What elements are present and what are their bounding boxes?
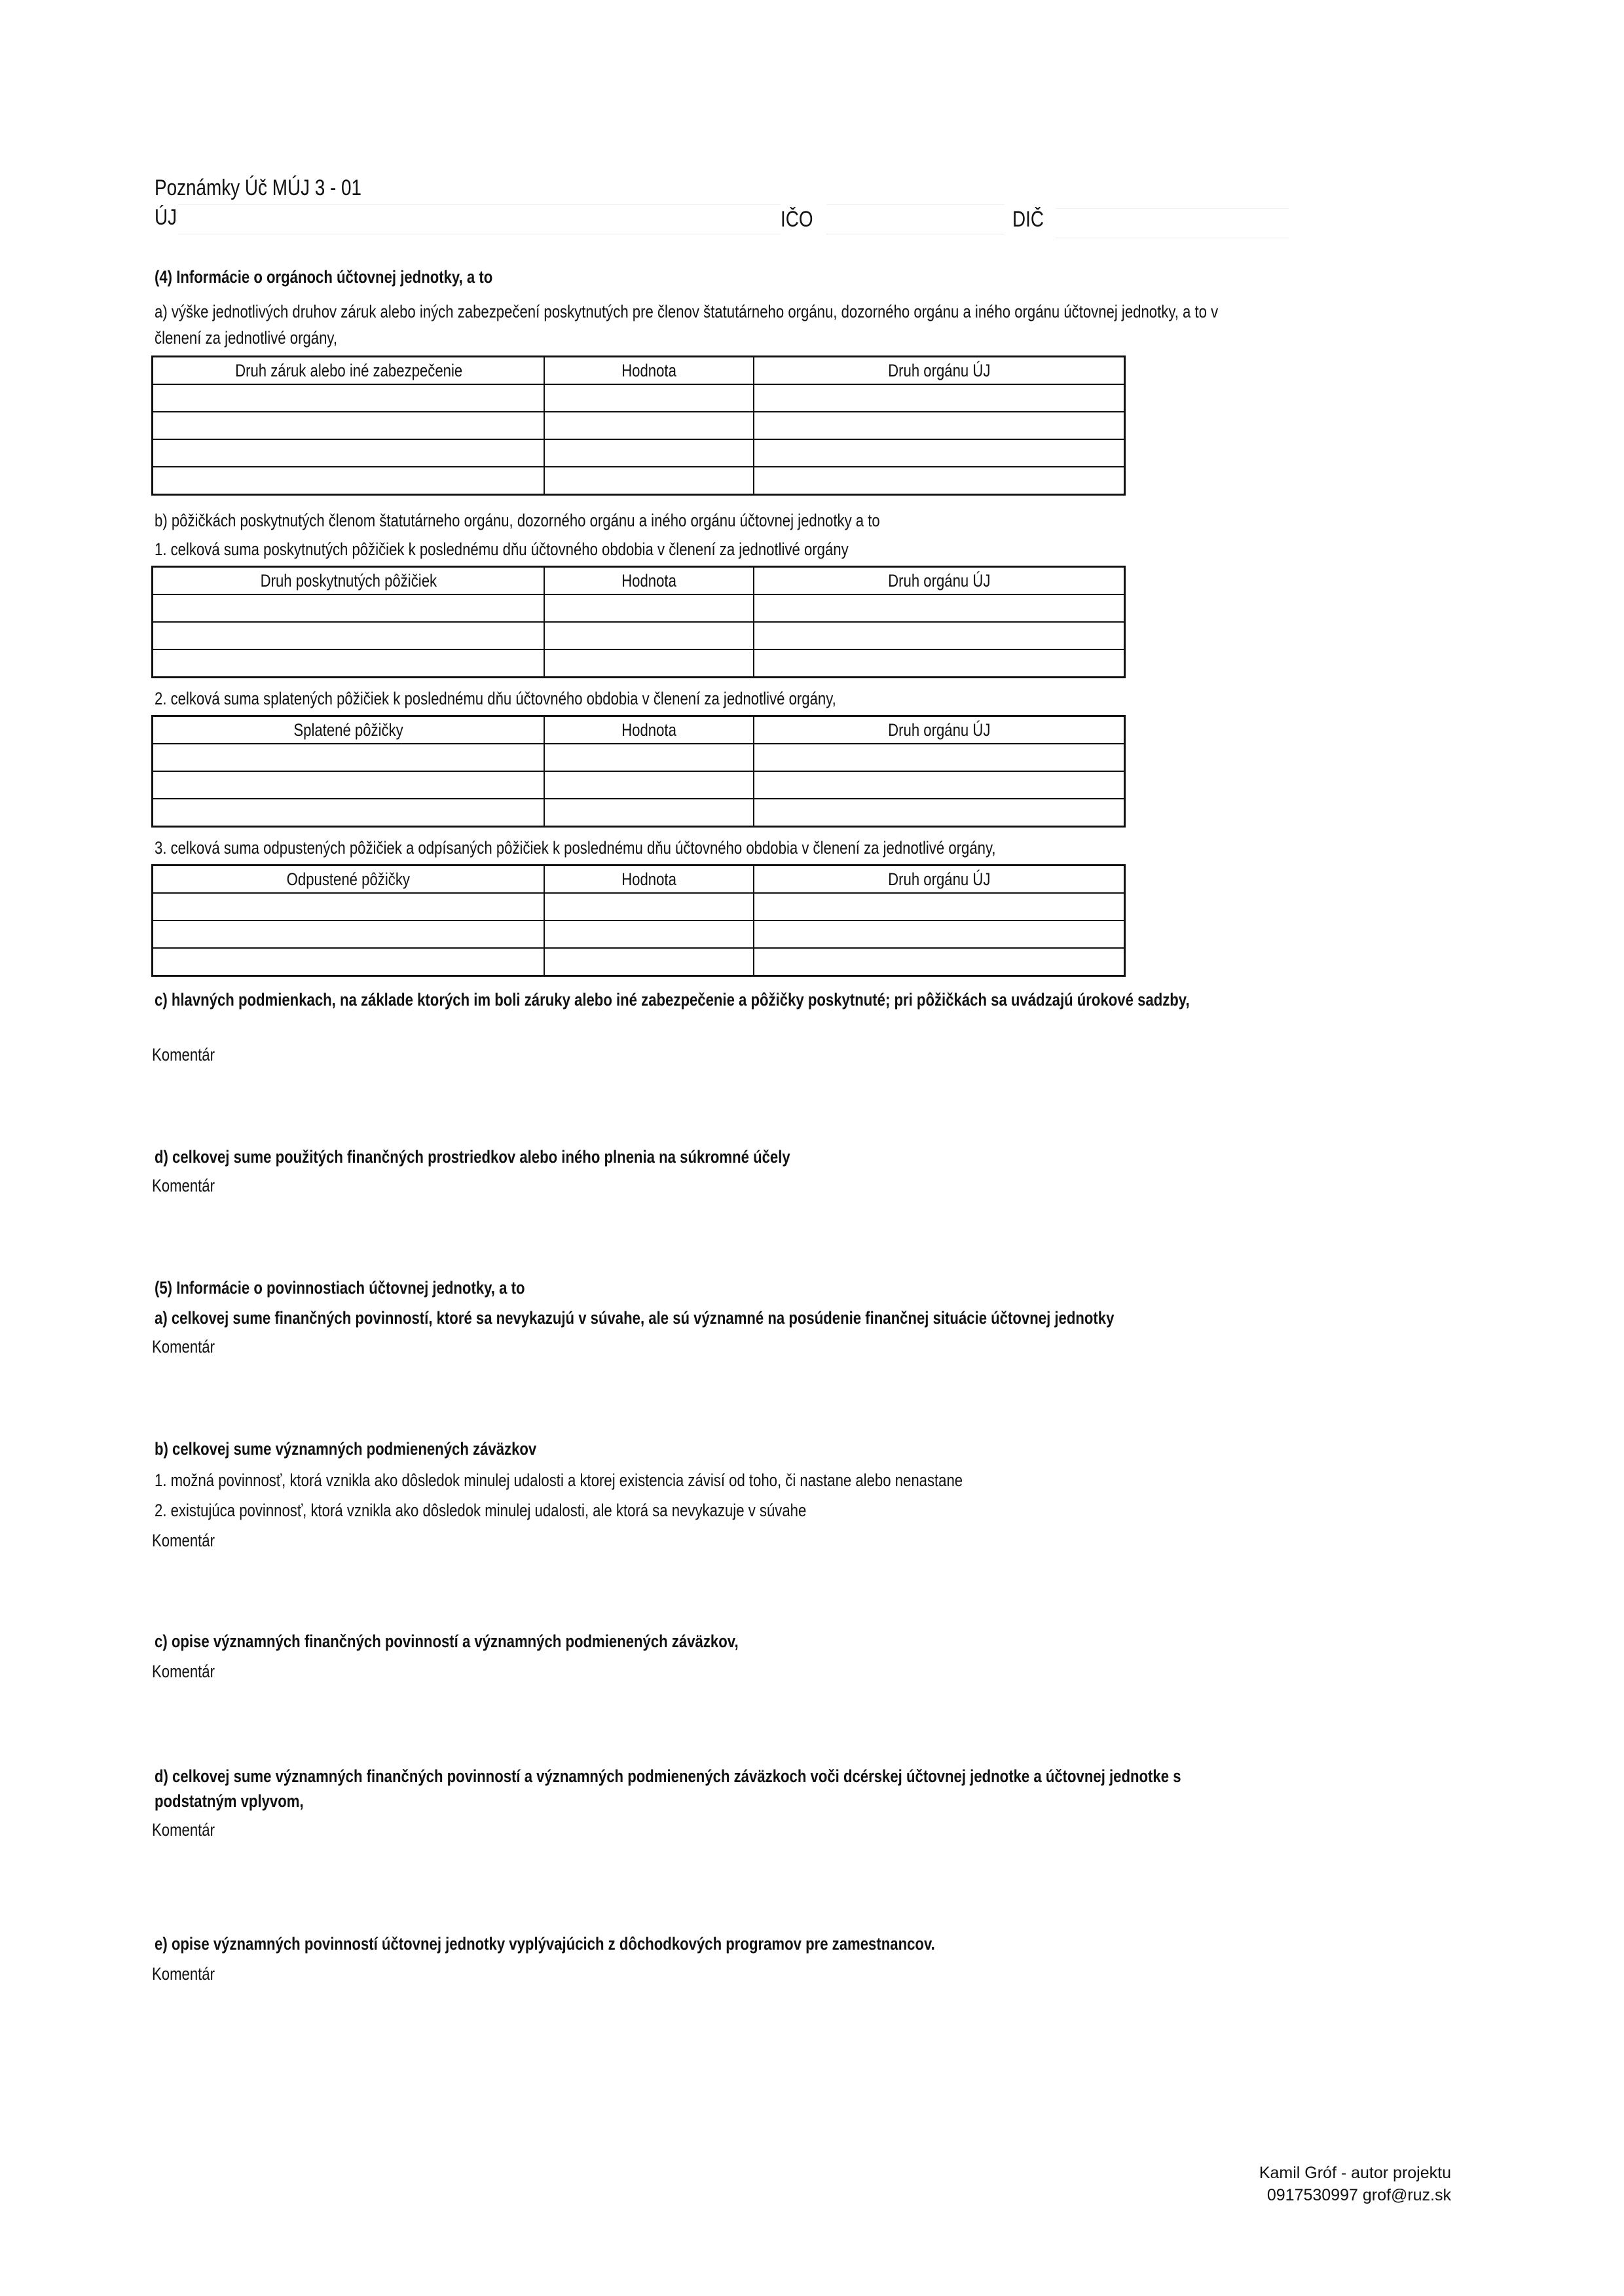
table-row[interactable] <box>153 439 1125 467</box>
table-header-row <box>153 866 1125 894</box>
ico-field[interactable] <box>826 204 1005 234</box>
table-header-row <box>153 357 1125 385</box>
table-cell[interactable] <box>754 622 1125 649</box>
table-cell[interactable] <box>153 948 545 976</box>
section-4-b3-text: 3. celková suma odpustených pôžičiek a odpísaných pôžičiek k poslednému dňu účtovného obdobia v členení za jednotlivé orgány, <box>155 838 996 858</box>
table-row[interactable] <box>153 948 1125 976</box>
table-forgiven-loans <box>151 864 1126 977</box>
dic-label: DIČ <box>1012 207 1044 232</box>
comment-label: Komentár <box>152 1964 215 1984</box>
table-row[interactable] <box>153 594 1125 622</box>
comment-label: Komentár <box>152 1531 215 1550</box>
table-provided-loans <box>151 566 1126 678</box>
table-row[interactable] <box>153 649 1125 678</box>
table-row[interactable] <box>153 384 1125 412</box>
table-cell[interactable] <box>153 439 545 467</box>
section-4-c-text: c) hlavných podmienkach, na základe ktorých im boli záruky alebo iné zabezpečenie a pôžičky poskytnuté; pri pôžičkách sa uvádzajú úrokové sadzby, <box>155 990 1190 1010</box>
header-cell: Hodnota <box>544 866 753 894</box>
uj-field[interactable] <box>178 204 781 234</box>
table-cell[interactable] <box>153 622 545 649</box>
section-5-e-text: e) opise významných povinností účtovnej jednotky vyplývajúcich z dôchodkových programov pre zamestnancov. <box>155 1934 935 1954</box>
dic-field[interactable] <box>1056 208 1289 238</box>
table-cell[interactable] <box>754 920 1125 948</box>
table-cell[interactable] <box>153 799 545 827</box>
table-cell[interactable] <box>544 893 753 920</box>
table-cell[interactable] <box>544 622 753 649</box>
comment-label: Komentár <box>152 1176 215 1195</box>
table-row[interactable] <box>153 467 1125 495</box>
header-cell: Druh orgánu ÚJ <box>754 866 1125 894</box>
table-cell[interactable] <box>153 649 545 678</box>
table-row[interactable] <box>153 920 1125 948</box>
header-cell: Odpustené pôžičky <box>153 866 545 894</box>
table-cell[interactable] <box>544 467 753 495</box>
table-cell[interactable] <box>544 439 753 467</box>
table-cell[interactable] <box>754 594 1125 622</box>
table-cell[interactable] <box>544 920 753 948</box>
table-cell[interactable] <box>544 744 753 771</box>
comment-label: Komentár <box>152 1045 215 1065</box>
header-cell: Hodnota <box>544 716 753 744</box>
page-title: Poznámky Úč MÚJ 3 - 01 <box>155 175 362 200</box>
table-cell[interactable] <box>544 771 753 799</box>
uj-label: ÚJ <box>155 205 177 230</box>
section-5-title: (5) Informácie o povinnostiach účtovnej jednotky, a to <box>155 1278 525 1298</box>
table-cell[interactable] <box>153 744 545 771</box>
table-cell[interactable] <box>754 384 1125 412</box>
table-row[interactable] <box>153 622 1125 649</box>
section-5-c-text: c) opise významných finančných povinností a významných podmienených záväzkov, <box>155 1631 739 1651</box>
table-cell[interactable] <box>544 412 753 439</box>
table-cell[interactable] <box>153 920 545 948</box>
section-5-a-text: a) celkovej sume finančných povinností, ktoré sa nevykazujú v súvahe, ale sú významné na posúdenie finančnej situácie účtovnej jednotky <box>155 1308 1115 1328</box>
table-cell[interactable] <box>754 439 1125 467</box>
header-cell: Druh orgánu ÚJ <box>754 567 1125 595</box>
section-4-title: (4) Informácie o orgánoch účtovnej jednotky, a to <box>155 267 493 287</box>
header-cell: Hodnota <box>544 357 753 385</box>
table-row[interactable] <box>153 893 1125 920</box>
table-cell[interactable] <box>754 412 1125 439</box>
table-cell[interactable] <box>754 893 1125 920</box>
footer-author: Kamil Gróf - autor projektu <box>1259 2164 1451 2182</box>
footer-contact: 0917530997 grof@ruz.sk <box>1266 2186 1451 2204</box>
section-4-b1-text: 1. celková suma poskytnutých pôžičiek k poslednému dňu účtovného obdobia v členení za jednotlivé orgány <box>155 539 849 559</box>
table-cell[interactable] <box>544 384 753 412</box>
table-cell[interactable] <box>153 384 545 412</box>
table-cell[interactable] <box>754 744 1125 771</box>
table-cell[interactable] <box>754 649 1125 678</box>
table-cell[interactable] <box>153 771 545 799</box>
section-4-d-text: d) celkovej sume použitých finančných prostriedkov alebo iného plnenia na súkromné účely <box>155 1147 790 1167</box>
header-cell: Druh orgánu ÚJ <box>754 357 1125 385</box>
section-4-b-text: b) pôžičkách poskytnutých členom štatutárneho orgánu, dozorného orgánu a iného orgánu účtovnej jednotky a to <box>155 511 880 530</box>
section-5-b2-text: 2. existujúca povinnosť, ktorá vznikla ako dôsledok minulej udalosti, ale ktorá sa nevykazuje v súvahe <box>155 1501 807 1520</box>
table-cell[interactable] <box>754 467 1125 495</box>
table-cell[interactable] <box>153 467 545 495</box>
header-cell: Hodnota <box>544 567 753 595</box>
header-cell: Druh záruk alebo iné zabezpečenie <box>153 357 545 385</box>
section-5-b-text: b) celkovej sume významných podmienených záväzkov <box>155 1439 537 1459</box>
table-cell[interactable] <box>544 948 753 976</box>
table-repaid-loans <box>151 715 1126 828</box>
table-row[interactable] <box>153 799 1125 827</box>
table-cell[interactable] <box>754 948 1125 976</box>
table-guarantees <box>151 355 1126 496</box>
ico-label: IČO <box>781 207 813 232</box>
table-header-row <box>153 567 1125 595</box>
section-4-b2-text: 2. celková suma splatených pôžičiek k poslednému dňu účtovného obdobia v členení za jednotlivé orgány, <box>155 689 836 708</box>
header-cell: Druh orgánu ÚJ <box>754 716 1125 744</box>
table-cell[interactable] <box>754 799 1125 827</box>
section-5-d-text: d) celkovej sume významných finančných povinností a významných podmienených záväzkoch voči dcérskej účtovnej jednotke a účtovnej jednotke s podstatným vplyvom, <box>155 1766 1181 1811</box>
section-4-a-text: a) výške jednotlivých druhov záruk alebo iných zabezpečení poskytnutých pre členov štatutárneho orgánu, dozorného orgánu a iného orgánu účtovnej jednotky, a to v členení za jednotlivé orgány, <box>155 302 1219 348</box>
table-row[interactable] <box>153 412 1125 439</box>
comment-label: Komentár <box>152 1337 215 1357</box>
footer-credit <box>1259 2162 1451 2206</box>
header-cell: Druh poskytnutých pôžičiek <box>153 567 545 595</box>
table-cell[interactable] <box>153 594 545 622</box>
table-header-row <box>153 716 1125 744</box>
table-cell[interactable] <box>153 412 545 439</box>
table-row[interactable] <box>153 744 1125 771</box>
section-5-b1-text: 1. možná povinnosť, ktorá vznikla ako dôsledok minulej udalosti a ktorej existencia závisí od toho, či nastane alebo nenastane <box>155 1470 963 1490</box>
table-cell[interactable] <box>544 649 753 678</box>
table-cell[interactable] <box>153 893 545 920</box>
comment-label: Komentár <box>152 1820 215 1840</box>
header-cell: Splatené pôžičky <box>153 716 545 744</box>
table-cell[interactable] <box>754 771 1125 799</box>
table-cell[interactable] <box>544 594 753 622</box>
table-cell[interactable] <box>544 799 753 827</box>
table-row[interactable] <box>153 771 1125 799</box>
comment-label: Komentár <box>152 1662 215 1681</box>
